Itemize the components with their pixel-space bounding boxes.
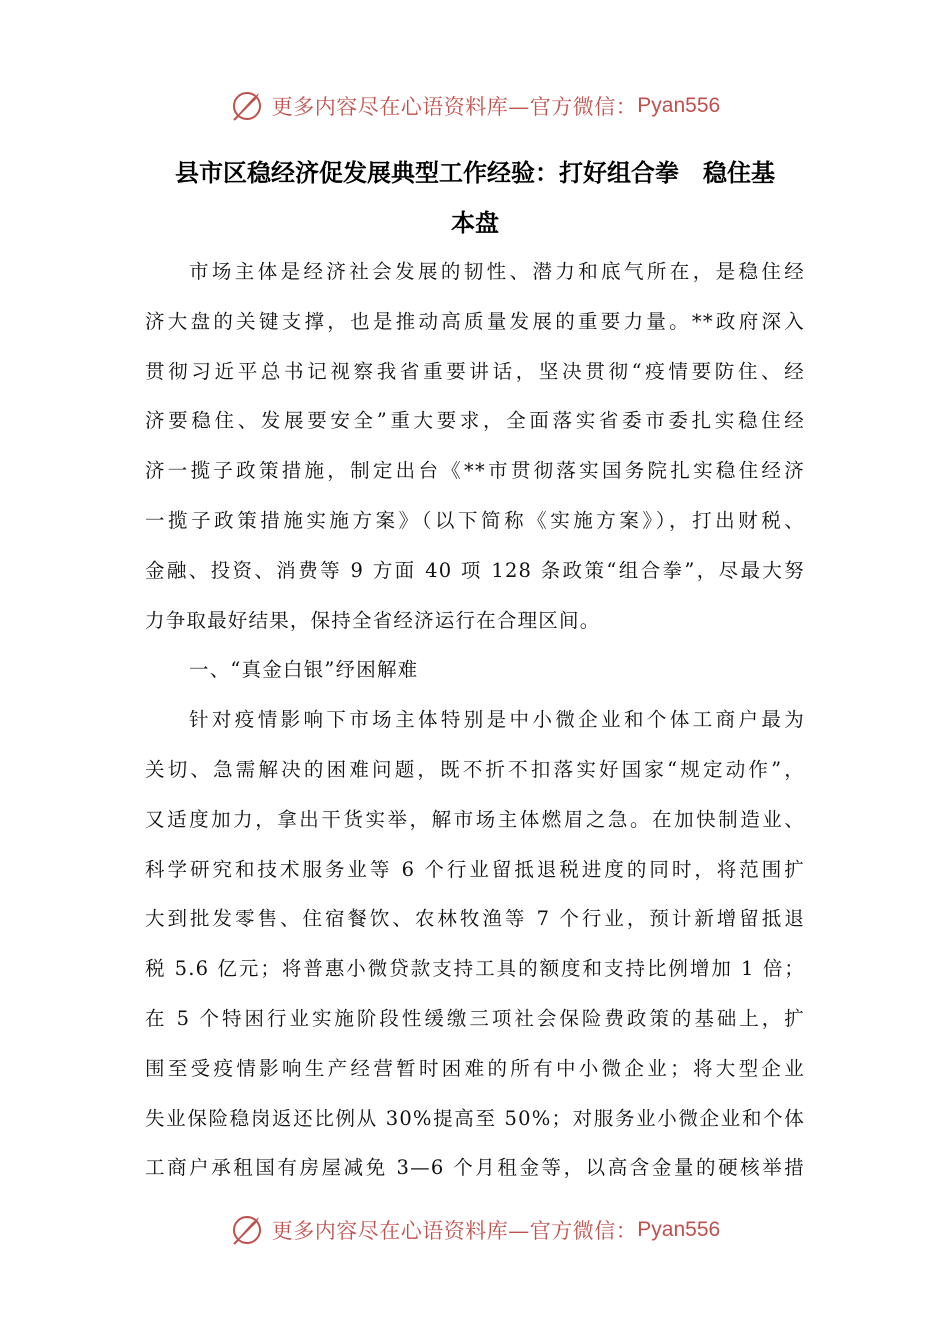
banner-wechat-id: Pyan556 — [637, 1218, 721, 1241]
quill-logo-icon — [230, 1213, 264, 1247]
banner-wechat-id: Pyan556 — [637, 94, 721, 117]
text-line: 济一揽子政策措施，制定出台《**市贯彻落实国务院扎实稳住经济 — [145, 459, 805, 483]
text-line: 力争取最好结果，保持全省经济运行在合理区间。 — [145, 608, 601, 632]
banner-text: 更多内容尽在心语资料库—官方微信： — [271, 95, 638, 119]
header-banner — [0, 84, 950, 128]
text-line: 税 5.6 亿元；将普惠小微贷款支持工具的额度和支持比例增加 1 倍； — [145, 957, 805, 981]
text-line: 济要稳住、发展要安全”重大要求，全面落实省委市委扎实稳住经 — [145, 409, 805, 433]
text-line: 又适度加力，拿出干货实举，解市场主体燃眉之急。在加快制造业、 — [145, 807, 805, 831]
text-line: 一揽子政策措施实施方案》（以下简称《实施方案》），打出财税、 — [145, 508, 805, 532]
text-line: 关切、急需解决的困难问题，既不折不扣落实好国家“规定动作”， — [145, 757, 805, 781]
text-line: 济大盘的关键支撑，也是推动高质量发展的重要力量。**政府深入 — [145, 309, 805, 333]
banner-text: 更多内容尽在心语资料库—官方微信： — [271, 1219, 638, 1243]
footer-banner — [0, 1208, 950, 1252]
text-line: 科学研究和技术服务业等 6 个行业留抵退税进度的同时，将范围扩 — [145, 857, 805, 881]
text-line: 失业保险稳岗返还比例从 30%提高至 50%；对服务业小微企业和个体 — [145, 1106, 805, 1130]
document-title-line-1: 县市区稳经济促发展典型工作经验：打好组合拳 稳住基 — [175, 159, 775, 187]
text-line: 围至受疫情影响生产经营暂时困难的所有中小微企业；将大型企业 — [145, 1056, 805, 1080]
document-body — [145, 247, 805, 1193]
text-line: 在 5 个特困行业实施阶段性缓缴三项社会保险费政策的基础上，扩 — [145, 1006, 805, 1030]
text-line: 金融、投资、消费等 9 方面 40 项 128 条政策“组合拳”，尽最大努 — [145, 558, 805, 582]
quill-logo-icon — [230, 89, 264, 123]
text-line: 工商户承租国有房屋减免 3—6 个月租金等，以高含金量的硬核举措 — [145, 1156, 805, 1180]
text-line: 大到批发零售、住宿餐饮、农林牧渔等 7 个行业，预计新增留抵退 — [145, 907, 805, 931]
section-heading: 一、“真金白银”纾困解难 — [189, 658, 419, 682]
document-title-line-2: 本盘 — [451, 209, 499, 237]
text-line: 市场主体是经济社会发展的韧性、潜力和底气所在，是稳住经 — [189, 260, 805, 283]
text-line: 针对疫情影响下市场主体特别是中小微企业和个体工商户最为 — [189, 708, 805, 732]
text-line: 贯彻习近平总书记视察我省重要讲话，坚决贯彻“疫情要防住、经 — [145, 359, 805, 383]
